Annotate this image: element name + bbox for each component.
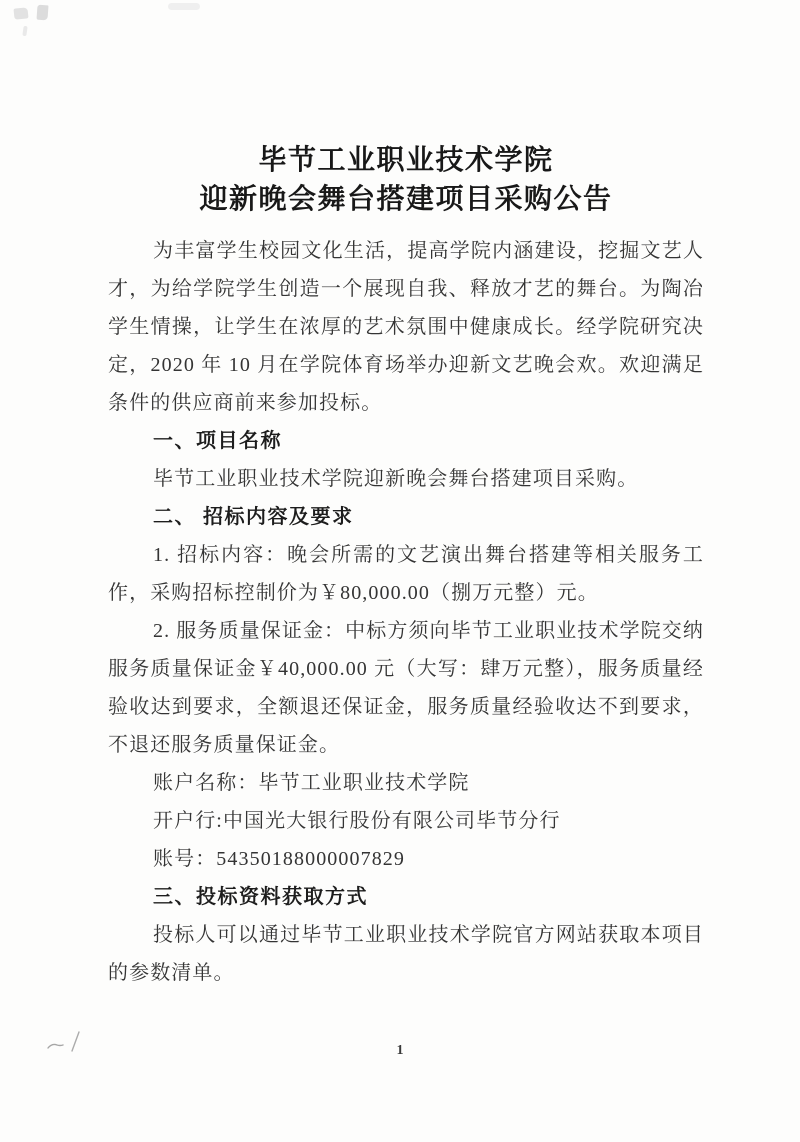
document-body	[108, 232, 704, 992]
document-title-line-1: 毕节工业职业技术学院	[258, 145, 554, 176]
section-3-paragraph: 投标人可以通过毕节工业职业技术学院官方网站获取本项目的参数清单。	[108, 924, 704, 984]
section-2-heading: 二、 招标内容及要求	[153, 506, 354, 528]
section-2-paragraph-2: 2. 服务质量保证金：中标方须向毕节工业职业技术学院交纳服务质量保证金￥40,000.00 元（大写：肆万元整），服务质量经验收达到要求，全额退还保证金，服务质量经验收达不到要求，不退还服务质量保证金。	[108, 620, 704, 756]
section-1-paragraph: 毕节工业职业技术学院迎新晚会舞台搭建项目采购。	[153, 468, 639, 490]
section-2-paragraph-1: 1. 招标内容：晚会所需的文艺演出舞台搭建等相关服务工作，采购招标控制价为￥80,000.00（捌万元整）元。	[108, 544, 704, 604]
scan-artifact-smudge	[168, 3, 200, 10]
page-number: 1	[396, 1043, 404, 1058]
account-number-line: 账号：54350188000007829	[153, 848, 405, 870]
scan-artifact-tick	[22, 26, 27, 36]
intro-paragraph: 为丰富学生校园文化生活，提高学院内涵建设，挖掘文艺人才，为给学院学生创造一个展现自我、释放才艺的舞台。为陶冶学生情操，让学生在浓厚的艺术氛围中健康成长。经学院研究决定，2020 年 10 月在学院体育场举办迎新文艺晚会欢。欢迎满足条件的供应商前来参加投标。	[108, 240, 704, 414]
document-title-line-2: 迎新晚会舞台搭建项目采购公告	[199, 184, 613, 215]
section-3-heading: 三、投标资料获取方式	[153, 886, 368, 908]
scan-artifact-blob	[36, 5, 48, 21]
bank-name-line: 开户行:中国光大银行股份有限公司毕节分行	[153, 810, 561, 832]
scan-artifact-blob	[13, 7, 28, 19]
document-title	[108, 141, 704, 219]
section-1-heading: 一、项目名称	[153, 430, 282, 452]
account-name-line: 账户名称：毕节工业职业技术学院	[153, 772, 470, 794]
